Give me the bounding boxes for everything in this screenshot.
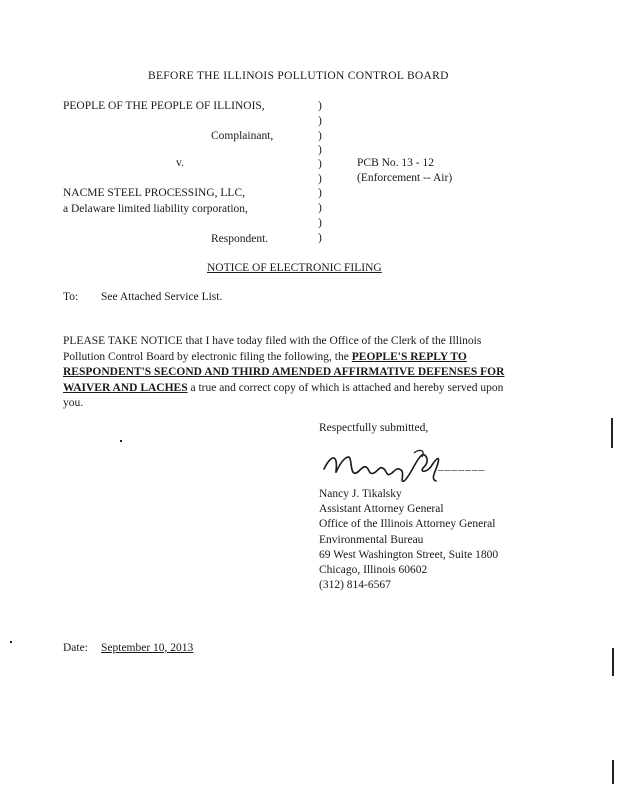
signature-block: [319, 487, 498, 593]
caption-paren: ): [318, 217, 322, 229]
scan-edge-mark: [612, 648, 614, 676]
signature-line: _______: [438, 460, 486, 472]
caption-paren: ): [318, 187, 322, 199]
caption-paren: ): [318, 115, 322, 127]
paragraph-text-before: PLEASE TAKE NOTICE that I have today filed with the Office of the Clerk of the Illinois Pollution Control Board by electronic filing the following, the: [63, 335, 482, 363]
date-value: September 10, 2013: [101, 642, 194, 654]
caption-paren: ): [318, 173, 322, 185]
signer-title: Assistant Attorney General: [319, 503, 444, 516]
scan-edge-mark: [611, 418, 613, 448]
caption-paren: ): [318, 144, 322, 156]
caption-paren: ): [318, 100, 322, 112]
complainant-label: Complainant,: [211, 130, 274, 142]
notice-paragraph: [63, 334, 515, 412]
signer-office: Office of the Illinois Attorney General: [319, 518, 496, 531]
caption-paren: ): [318, 202, 322, 214]
caption-paren: ): [318, 130, 322, 142]
closing-phrase: Respectfully submitted,: [319, 422, 429, 434]
caption-paren: ): [318, 158, 322, 170]
defendant-name: NACME STEEL PROCESSING, LLC,: [63, 187, 245, 199]
case-number: PCB No. 13 - 12: [357, 157, 434, 169]
plaintiff-name: PEOPLE OF THE PEOPLE OF ILLINOIS,: [63, 100, 265, 112]
paragraph-text-after: a true and correct copy of which is attached and hereby served upon you.: [63, 381, 504, 409]
respondent-label: Respondent.: [211, 233, 269, 245]
case-type: (Enforcement -- Air): [357, 172, 453, 184]
signer-city: Chicago, Illinois 60602: [319, 564, 428, 577]
to-value: See Attached Service List.: [101, 291, 223, 303]
versus-label: v.: [176, 157, 184, 169]
caption-paren: ): [318, 232, 322, 244]
scan-edge-mark: [612, 760, 614, 784]
signer-phone: (312) 814-6567: [319, 579, 391, 592]
scan-speck: [10, 641, 12, 643]
scan-speck: [120, 440, 122, 442]
to-label: To:: [63, 291, 79, 303]
board-title: BEFORE THE ILLINOIS POLLUTION CONTROL BOARD: [148, 70, 449, 82]
date-label: Date:: [63, 642, 88, 654]
defendant-description: a Delaware limited liability corporation,: [63, 203, 248, 215]
notice-title: NOTICE OF ELECTRONIC FILING: [207, 262, 382, 274]
signer-bureau: Environmental Bureau: [319, 533, 424, 546]
signer-name: Nancy J. Tikalsky: [319, 488, 402, 500]
filed-document-title: PEOPLE'S REPLY TO RESPONDENT'S SECOND AND THIRD AMENDED AFFIRMATIVE DEFENSES FOR WAIVER AND LACHES: [63, 350, 505, 394]
signer-address: 69 West Washington Street, Suite 1800: [319, 548, 499, 561]
